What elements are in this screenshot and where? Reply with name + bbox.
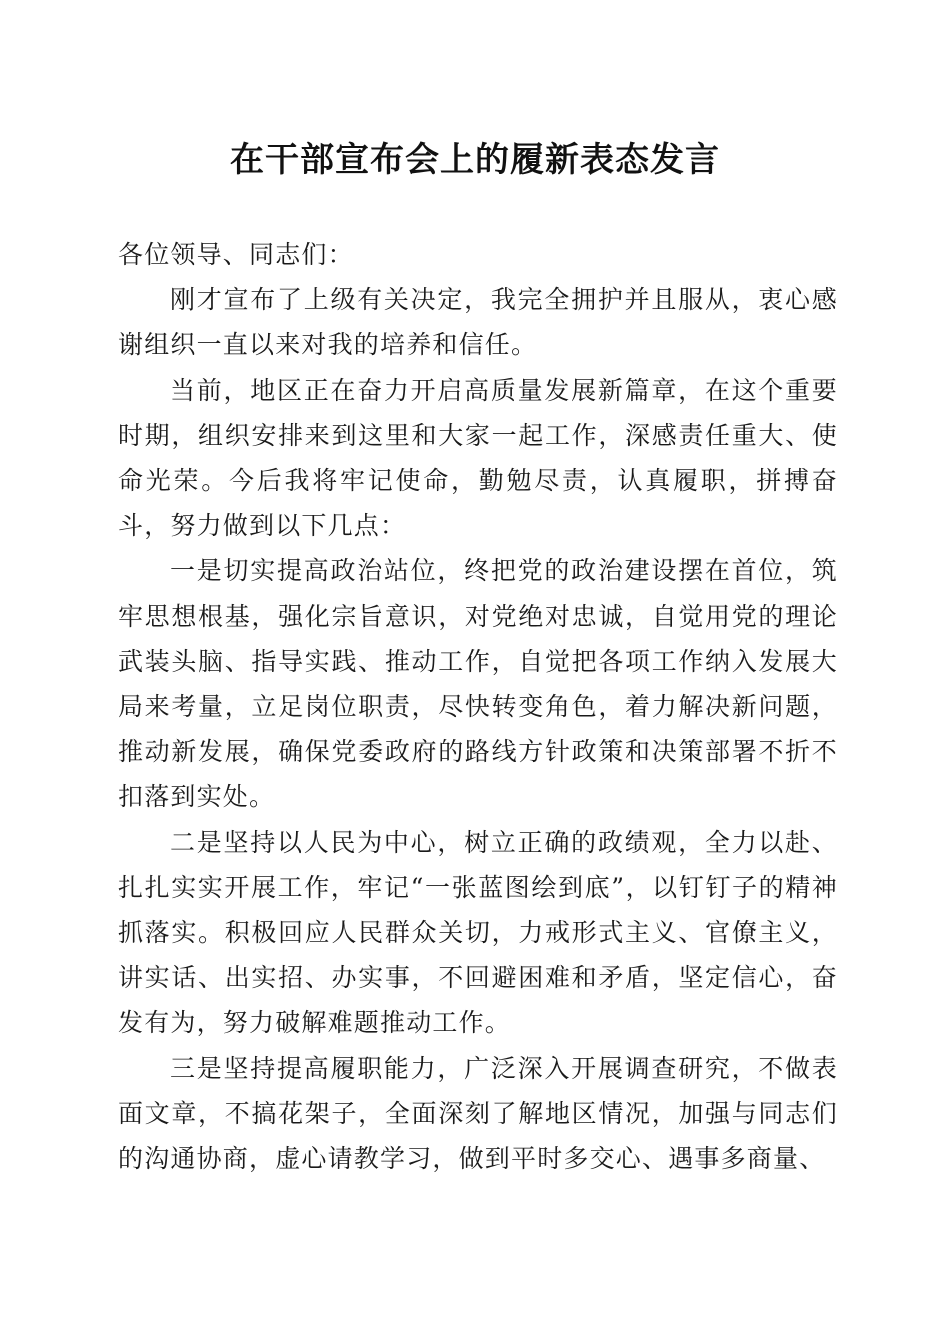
paragraph-point-one: 一是切实提高政治站位，终把党的政治建设摆在首位，筑牢思想根基，强化宗旨意识，对党绝对忠诚，自觉用党的理论武装头脑、指导实践、推动工作，自觉把各项工作纳入发展大局来考量，立足岗位职责，尽快转变角色，着力解决新问题，推动新发展，确保党委政府的路线方针政策和决策部署不折不扣落到实处。 [118, 556, 838, 812]
paragraph-gratitude: 刚才宣布了上级有关决定，我完全拥护并且服从，衷心感谢组织一直以来对我的培养和信任。 [118, 285, 838, 360]
salutation: 各位领导、同志们： [118, 240, 354, 269]
document-title: 在干部宣布会上的履新表态发言 [230, 140, 720, 180]
paragraph-point-two: 二是坚持以人民为中心，树立正确的政绩观，全力以赴、扎扎实实开展工作，牢记“一张蓝图绘到底”，以钉钉子的精神抓落实。积极回应人民群众关切，力戒形式主义、官僚主义，讲实话、出实招、办实事，不回避困难和矛盾，坚定信心，奋发有为，努力破解难题推动工作。 [118, 827, 838, 1038]
document-body [118, 232, 838, 1181]
paragraph-point-three: 三是坚持提高履职能力，广泛深入开展调查研究，不做表面文章，不搞花架子，全面深刻了解地区情况，加强与同志们的沟通协商，虚心请教学习，做到平时多交心、遇事多商量、 [118, 1053, 838, 1174]
paragraph-context: 当前，地区正在奋力开启高质量发展新篇章，在这个重要时期，组织安排来到这里和大家一起工作，深感责任重大、使命光荣。今后我将牢记使命，勤勉尽责，认真履职，拼搏奋斗，努力做到以下几点： [118, 375, 838, 541]
